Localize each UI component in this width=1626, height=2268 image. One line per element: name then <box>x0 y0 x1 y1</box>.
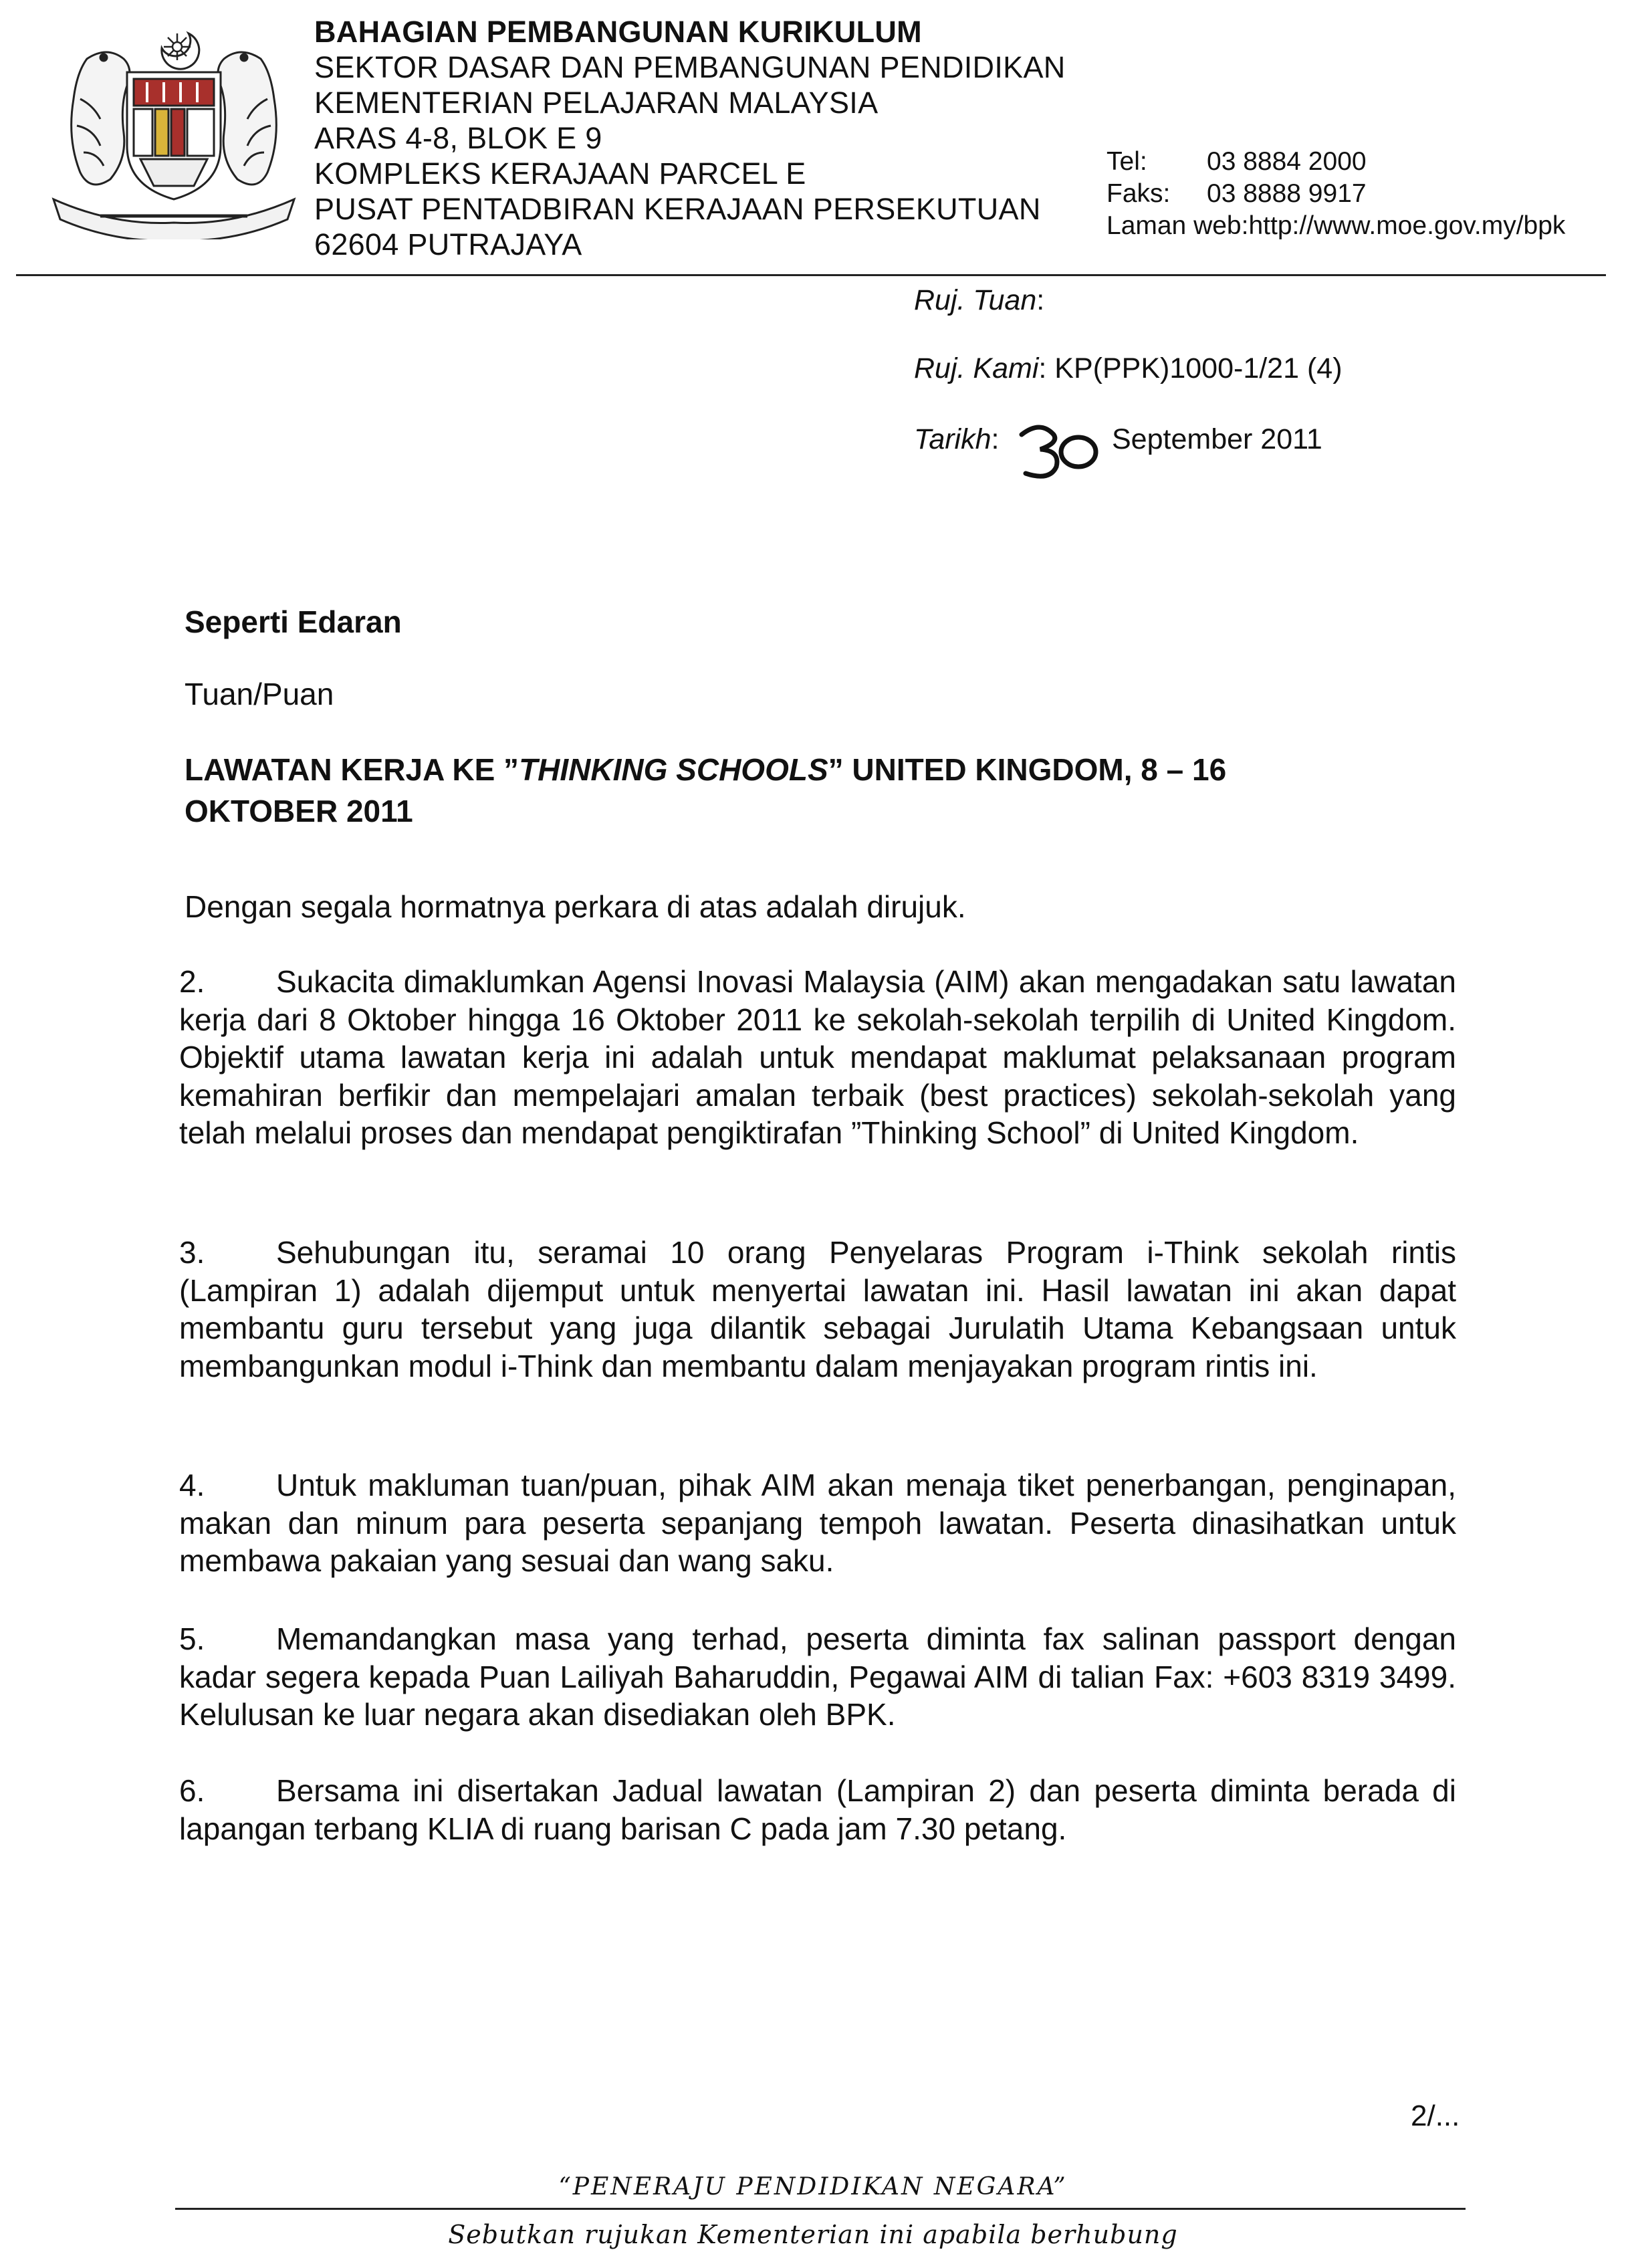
org-address-floor: ARAS 4-8, BLOK E 9 <box>314 121 602 155</box>
right-tiger-icon <box>218 52 276 185</box>
paragraph-4 <box>179 1466 1456 1580</box>
paragraph-number: 6. <box>179 1773 205 1808</box>
footer-divider <box>175 2208 1466 2210</box>
ref-tarikh: Tarikh: <box>914 423 1000 455</box>
handwritten-date-30 <box>1015 420 1102 484</box>
fax-label: Faks: <box>1107 179 1171 208</box>
subject-part1: LAWATAN KERJA KE ” <box>185 752 519 787</box>
ref-ruj-kami: Ruj. Kami: KP(PPK)1000-1/21 (4) <box>914 352 1343 384</box>
footer-note: Sebutkan rujukan Kementerian ini apabila berhubung <box>448 2220 1178 2249</box>
salutation: Tuan/Puan <box>185 677 334 711</box>
footer-motto: “PENERAJU PENDIDIKAN NEGARA” <box>558 2173 1068 2200</box>
ruj-kami-label: Ruj. Kami <box>914 352 1039 384</box>
website: Laman web:http://www.moe.gov.my/bpk <box>1107 211 1566 240</box>
subject-heading <box>185 749 1361 832</box>
left-tiger-icon <box>72 52 130 185</box>
opening-line: Dengan segala hormatnya perkara di atas adalah dirujuk. <box>185 889 966 924</box>
org-sector: SEKTOR DASAR DAN PEMBANGUNAN PENDIDIKAN <box>314 50 1066 84</box>
paragraph-text: Memandangkan masa yang terhad, peserta diminta fax salinan passport dengan kadar segera kepada Puan Lailiyah Baharuddin, Pegawai AIM di talian Fax: +603 8319 3499. Kelulusan ke luar negara akan disediakan oleh BPK. <box>179 1621 1456 1732</box>
crescent-star-icon <box>162 33 199 69</box>
paragraph-2 <box>179 963 1456 1152</box>
paragraph-5 <box>179 1620 1456 1734</box>
ruj-kami-value: KP(PPK)1000-1/21 (4) <box>1054 352 1343 384</box>
paragraph-6 <box>179 1772 1456 1847</box>
tarikh-label: Tarikh <box>914 423 992 455</box>
motto-banner-icon <box>53 199 294 239</box>
paragraph-text: Sukacita dimaklumkan Agensi Inovasi Malaysia (AIM) akan mengadakan satu lawatan kerja dari 8 Oktober hingga 16 Oktober 2011 ke sekolah-sekolah terpilih di United Kingdom. Objektif utama lawatan kerja ini adalah untuk mendapat maklumat pelaksanaan program kemahiran berfikir dan mempelajari amalan terbaik (best practices) sekolah-sekolah yang telah melalui proses dan mendapat pengiktirafan ”Thinking School” di United Kingdom. <box>179 964 1456 1150</box>
org-ministry: KEMENTERIAN PELAJARAN MALAYSIA <box>314 86 879 120</box>
letterhead-divider <box>16 274 1606 276</box>
fax-number: 03 8888 9917 <box>1207 179 1367 208</box>
subject-italic: THINKING SCHOOLS <box>519 752 828 787</box>
coat-of-arms-crest <box>40 19 308 239</box>
tel-label: Tel: <box>1107 147 1147 176</box>
addressee: Seperti Edaran <box>185 604 402 639</box>
ruj-tuan-label: Ruj. Tuan <box>914 284 1037 316</box>
paragraph-text: Bersama ini disertakan Jadual lawatan (Lampiran 2) dan peserta diminta berada di lapangan terbang KLIA di ruang barisan C pada jam 7.30 petang. <box>179 1773 1456 1846</box>
paragraph-text: Untuk makluman tuan/puan, pihak AIM akan menaja tiket penerbangan, penginapan, makan dan minum para peserta sepanjang tempoh lawatan. Peserta dinasihatkan untuk membawa pakaian yang sesuai dan wang saku. <box>179 1468 1456 1578</box>
tel-number: 03 8884 2000 <box>1207 147 1367 176</box>
paragraph-number: 5. <box>179 1621 205 1656</box>
ref-ruj-tuan: Ruj. Tuan: <box>914 284 1045 316</box>
shield-icon <box>127 72 221 199</box>
org-address-postcode: 62604 PUTRAJAYA <box>314 227 582 261</box>
org-address-centre: PUSAT PENTADBIRAN KERAJAAN PERSEKUTUAN <box>314 192 1041 226</box>
page-continuation: 2/... <box>1411 2100 1460 2132</box>
paragraph-number: 4. <box>179 1468 205 1502</box>
paragraph-3 <box>179 1234 1456 1385</box>
subject-part2: ” UNITED KINGDOM, 8 – 16 OKTOBER 2011 <box>185 752 1227 828</box>
tarikh-value: September 2011 <box>1112 423 1322 455</box>
paragraph-text: Sehubungan itu, seramai 10 orang Penyelaras Program i-Think sekolah rintis (Lampiran 1) adalah dijemput untuk menyertai lawatan ini. Hasil lawatan ini akan dapat membantu guru tersebut yang juga dilantik sebagai Jurulatih Utama Kebangsaan untuk membangunkan modul i-Think dan membantu dalam menjayakan program rintis ini. <box>179 1235 1456 1383</box>
paragraph-number: 2. <box>179 964 205 999</box>
org-division: BAHAGIAN PEMBANGUNAN KURIKULUM <box>314 15 922 49</box>
paragraph-number: 3. <box>179 1235 205 1270</box>
org-address-complex: KOMPLEKS KERAJAAN PARCEL E <box>314 156 806 191</box>
